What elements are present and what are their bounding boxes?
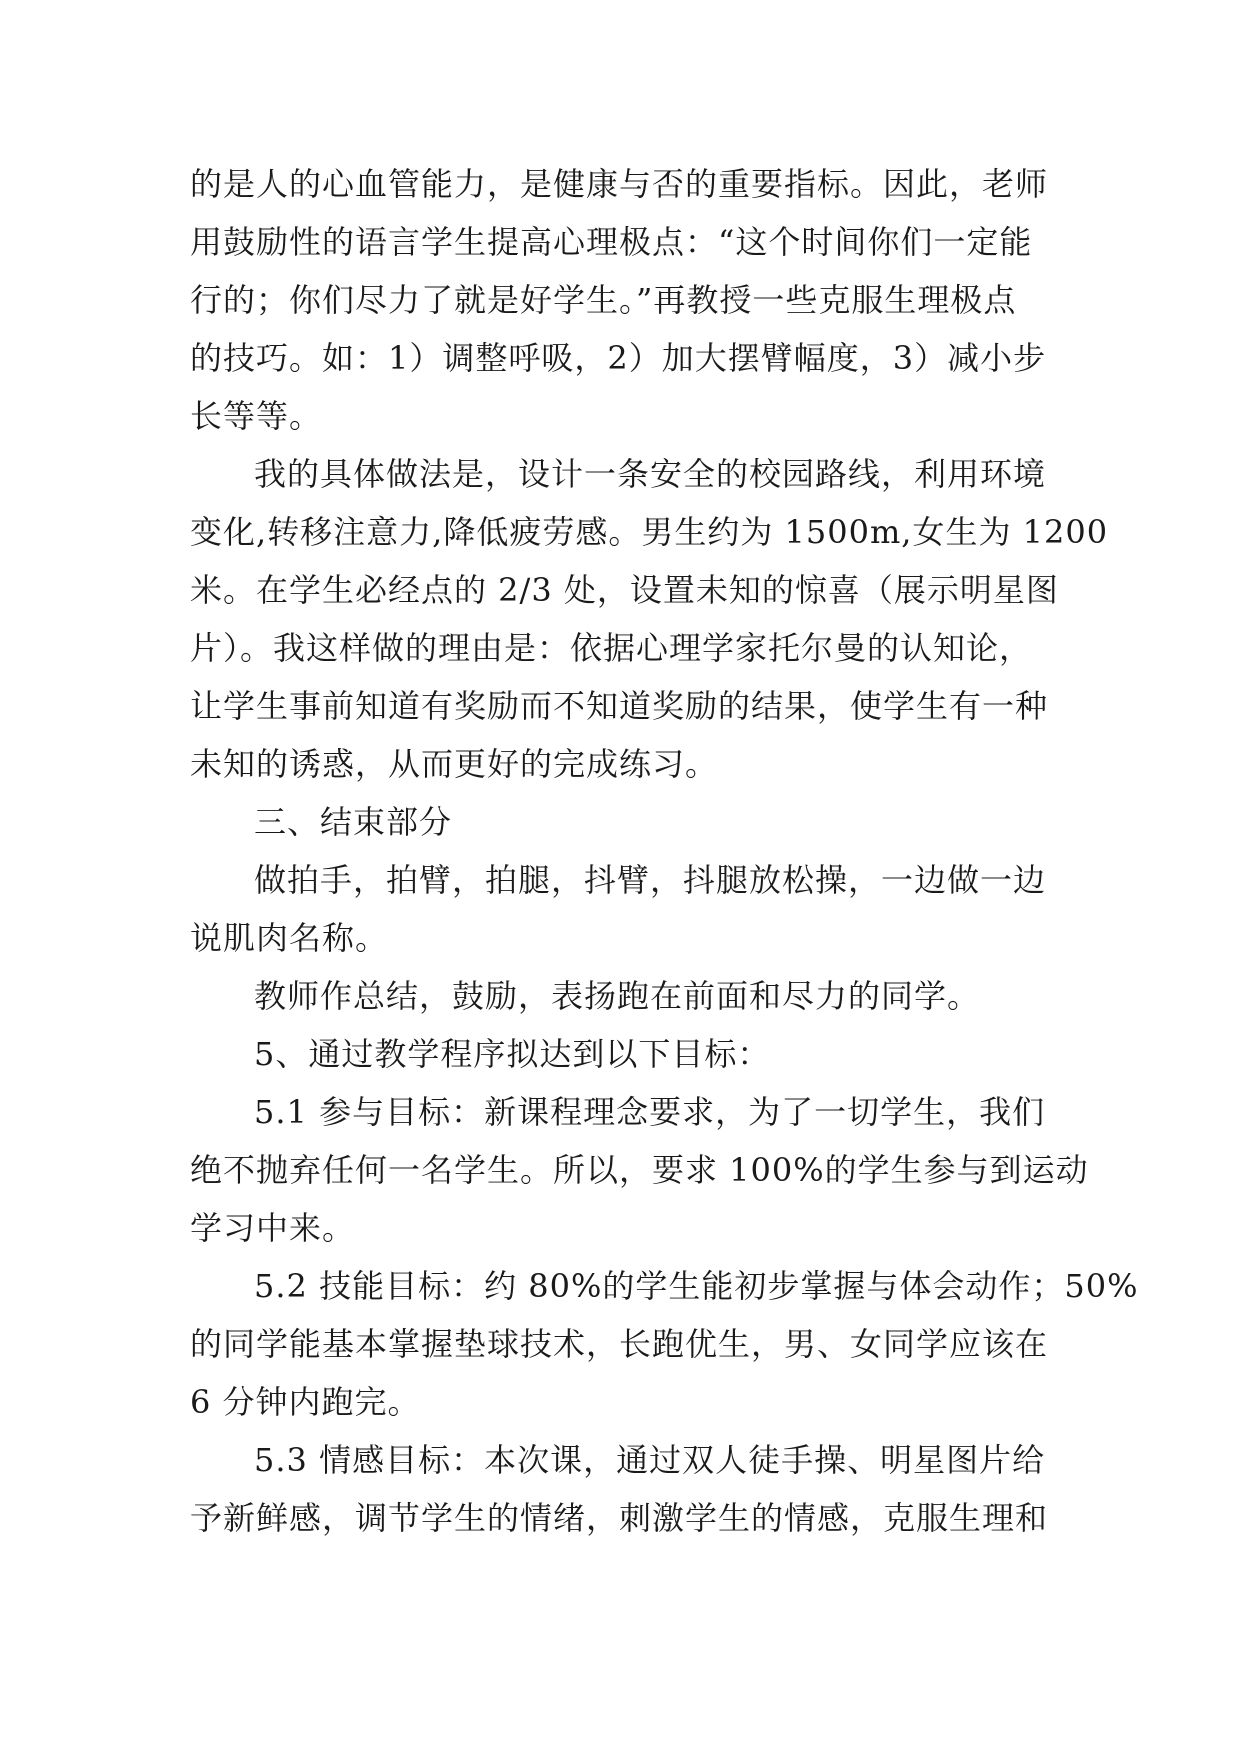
text-line: 5.3 情感目标：本次课，通过双人徒手操、明星图片给 (254, 1441, 1046, 1479)
text-line: 的技巧。如：1）调整呼吸，2）加大摆臂幅度，3）减小步 (190, 339, 1047, 377)
section-heading: 三、结束部分 (254, 803, 453, 841)
text-line: 我的具体做法是，设计一条安全的校园路线，利用环境 (254, 455, 1047, 493)
text-line: 5.1 参与目标：新课程理念要求，为了一切学生，我们 (254, 1093, 1046, 1131)
text-line: 米。在学生必经点的 2/3 处，设置未知的惊喜（展示明星图 (190, 571, 1059, 609)
text-line: 5.2 技能目标：约 80%的学生能初步掌握与体会动作；50% (254, 1267, 1139, 1305)
text-line: 行的；你们尽力了就是好学生。”再教授一些克服生理极点 (190, 281, 1017, 319)
text-line: 的是人的心血管能力，是健康与否的重要指标。因此，老师 (190, 165, 1049, 203)
text-line: 教师作总结，鼓励，表扬跑在前面和尽力的同学。 (254, 977, 981, 1015)
text-line: 让学生事前知道有奖励而不知道奖励的结果，使学生有一种 (190, 687, 1049, 725)
text-line: 用鼓励性的语言学生提高心理极点：“这个时间你们一定能 (190, 223, 1033, 261)
text-line: 绝不抛弃任何一名学生。所以，要求 100%的学生参与到运动 (190, 1151, 1089, 1189)
text-line: 说肌肉名称。 (190, 919, 389, 957)
text-line: 做拍手，拍臂，拍腿，抖臂，抖腿放松操，一边做一边 (254, 861, 1047, 899)
text-line: 片）。我这样做的理由是：依据心理学家托尔曼的认知论， (190, 629, 1033, 667)
text-line: 变化,转移注意力,降低疲劳感。男生约为 1500m,女生为 1200 (190, 513, 1109, 551)
text-line: 6 分钟内跑完。 (190, 1383, 421, 1421)
document-body (190, 155, 1139, 1547)
text-line: 长等等。 (190, 397, 323, 435)
text-line: 学习中来。 (190, 1209, 356, 1247)
text-line: 5、通过教学程序拟达到以下目标： (254, 1035, 771, 1073)
text-line: 予新鲜感，调节学生的情绪，刺激学生的情感，克服生理和 (190, 1499, 1049, 1537)
text-line: 的同学能基本掌握垫球技术，长跑优生，男、女同学应该在 (190, 1325, 1049, 1363)
text-line: 未知的诱惑，从而更好的完成练习。 (190, 745, 719, 783)
